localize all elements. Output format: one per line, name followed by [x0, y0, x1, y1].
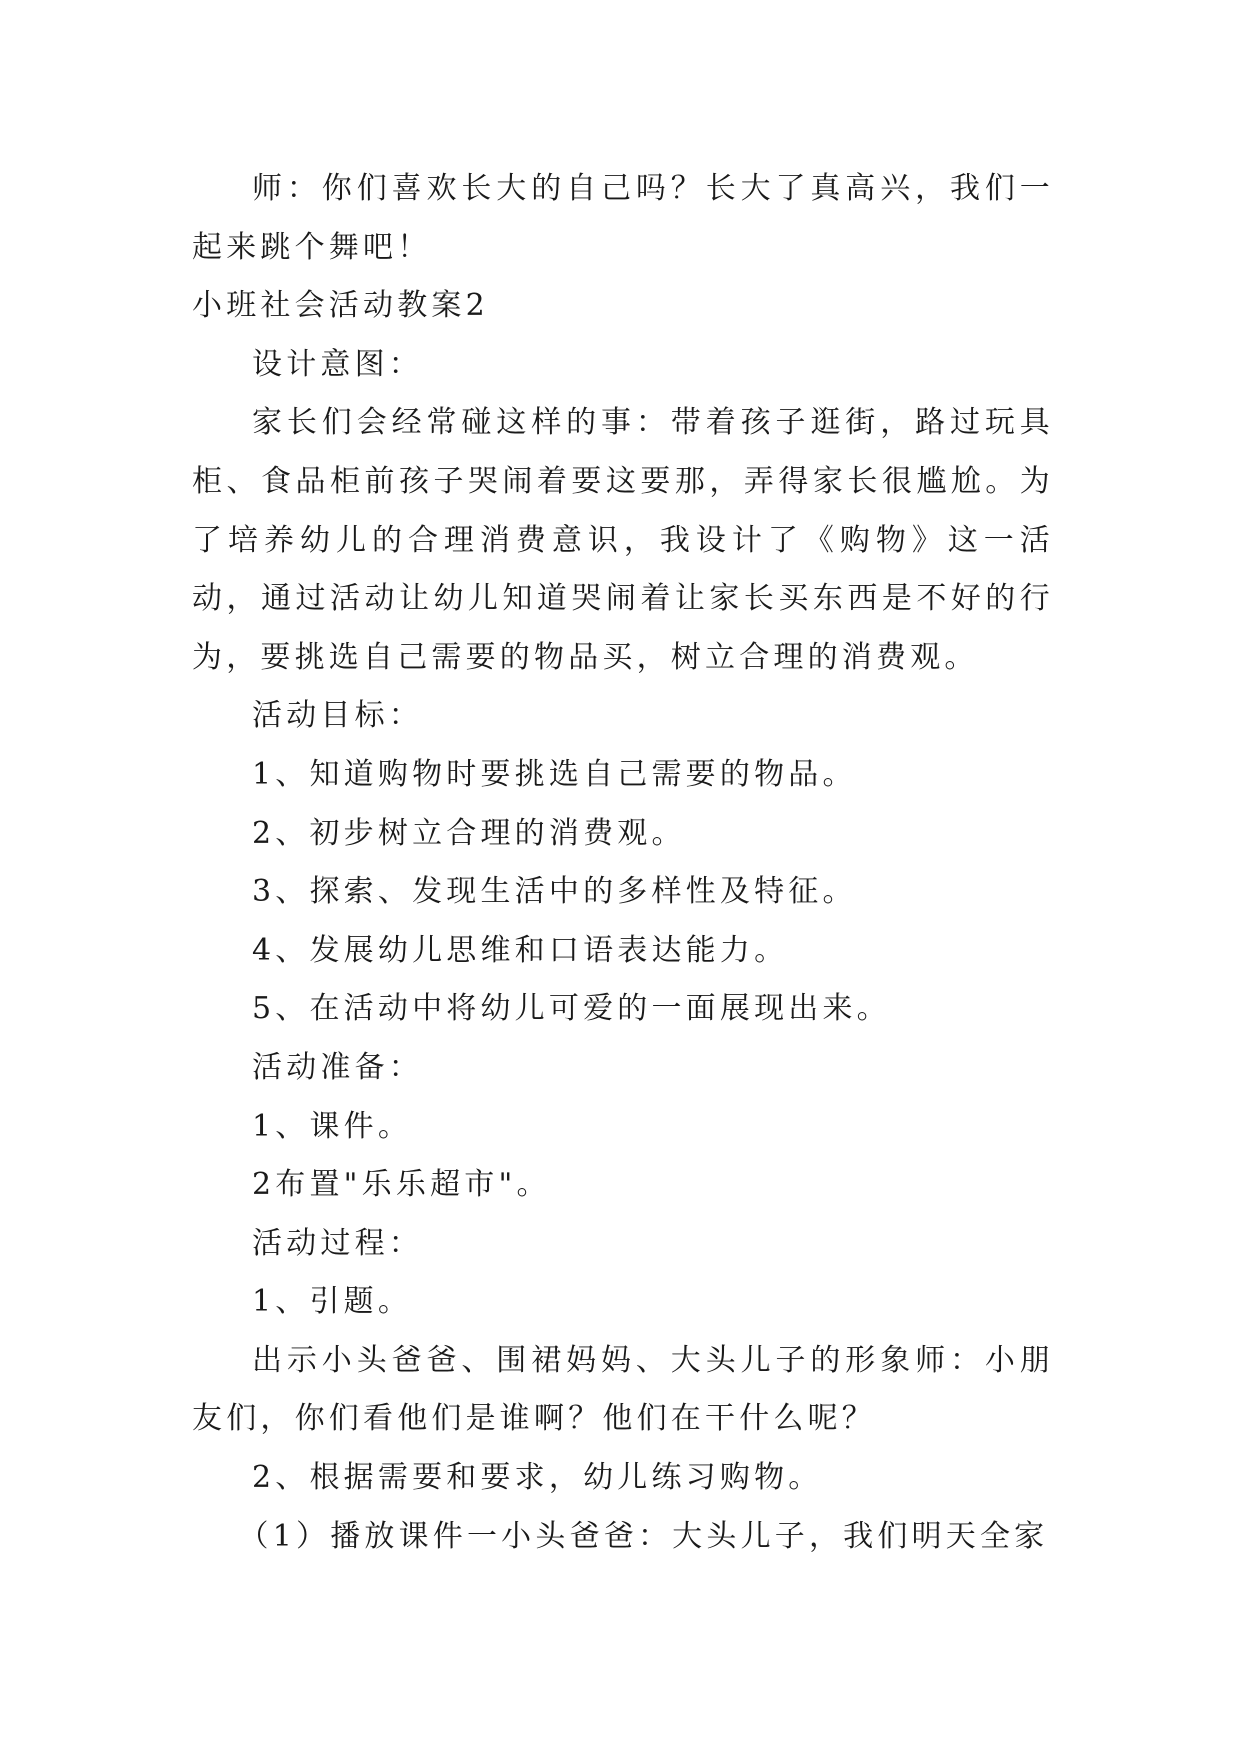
- list-item-process-1: 1、引题。: [252, 1284, 413, 1320]
- paragraph-show-characters: 出示小头爸爸、围裙妈妈、大头儿子的形象师：小朋友们，你们看他们是谁啊？他们在干什么呢？: [192, 1342, 1054, 1437]
- list-item-prep-2: 2布置"乐乐超市"。: [252, 1167, 551, 1203]
- paragraph-goals-label: 活动目标：: [252, 698, 423, 734]
- paragraph-process-label: 活动过程：: [252, 1225, 423, 1261]
- list-item-prep-1: 1、课件。: [252, 1108, 413, 1144]
- paragraph-design-intent: 家长们会经常碰这样的事：带着孩子逛街，路过玩具柜、食品柜前孩子哭闹着要这要那，弄得家长很尴尬。为了培养幼儿的合理消费意识，我设计了《购物》这一活动，通过活动让幼儿知道哭闹着让家长买东西是不好的行为，要挑选自己需要的物品买，树立合理的消费观。: [192, 405, 1054, 675]
- section-heading: 小班社会活动教案2: [192, 288, 489, 324]
- list-item-goal-4: 4、发展幼儿思维和口语表达能力。: [252, 932, 789, 968]
- list-item-goal-2: 2、初步树立合理的消费观。: [252, 815, 686, 851]
- list-item-process-2: 2、根据需要和要求，幼儿练习购物。: [252, 1460, 823, 1496]
- paragraph-teacher-dance: 师：你们喜欢长大的自己吗？长大了真高兴，我们一起来跳个舞吧！: [192, 171, 1054, 265]
- list-item-process-2-1: （1）播放课件一小头爸爸：大头儿子，我们明天全家: [238, 1518, 1049, 1554]
- list-item-goal-5: 5、在活动中将幼儿可爱的一面展现出来。: [252, 991, 891, 1027]
- paragraph-preparation-label: 活动准备：: [252, 1049, 423, 1085]
- list-item-goal-1: 1、知道购物时要挑选自己需要的物品。: [252, 756, 857, 792]
- paragraph-design-intent-label: 设计意图：: [252, 346, 423, 382]
- list-item-goal-3: 3、探索、发现生活中的多样性及特征。: [252, 874, 857, 910]
- document-body: [192, 160, 1054, 1566]
